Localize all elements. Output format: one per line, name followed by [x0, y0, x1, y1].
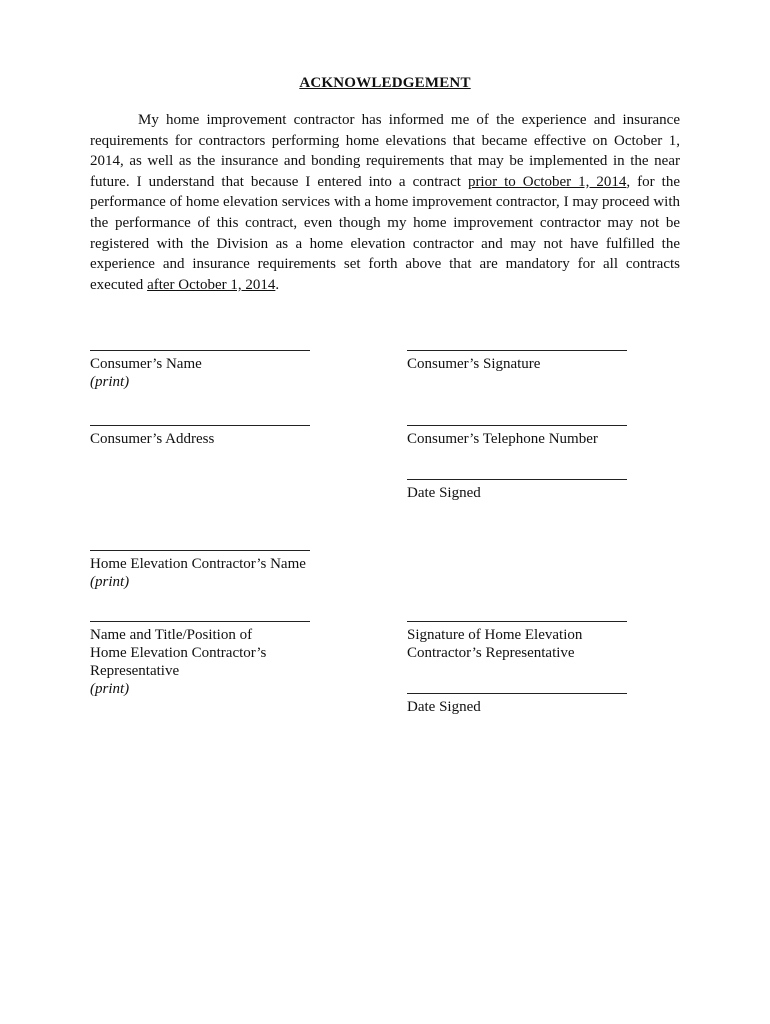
representative-name-title-label-1: Name and Title/Position of [90, 627, 253, 643]
representative-name-title-field[interactable] [90, 621, 310, 698]
contractor-name-field[interactable] [90, 550, 320, 591]
representative-date-signed-label: Date Signed [407, 699, 481, 715]
representative-name-title-print-note: (print) [90, 681, 130, 697]
representative-signature-label-2: Contractor’s Representative [407, 645, 575, 661]
contractor-name-line[interactable] [90, 550, 310, 551]
representative-date-signed-line[interactable] [407, 693, 627, 694]
consumer-address-line[interactable] [90, 425, 310, 426]
consumer-name-line[interactable] [90, 350, 310, 351]
representative-signature-label-1: Signature of Home Elevation [407, 627, 583, 643]
consumer-telephone-label: Consumer’s Telephone Number [407, 431, 598, 447]
contractor-name-print-note: (print) [90, 574, 130, 590]
representative-name-title-line[interactable] [90, 621, 310, 622]
consumer-date-signed-label: Date Signed [407, 485, 481, 501]
consumer-date-signed-line[interactable] [407, 479, 627, 480]
consumer-address-label: Consumer’s Address [90, 431, 215, 447]
paragraph-underline-after-date: after October 1, 2014 [147, 276, 276, 293]
consumer-address-field[interactable] [90, 425, 310, 448]
consumer-date-signed-field[interactable] [407, 479, 627, 502]
paragraph-text-3: . [275, 276, 280, 293]
paragraph-text-1: My home improvement contractor has informed me of the experience and insurance requirements for contractors performing home elevations that became effective on October 1, 2014, as well as the insurance and bonding requirements that may be implemented in the near future. I understand that because I entered into a contract [90, 112, 680, 190]
contractor-name-label: Home Elevation Contractor’s Name [90, 556, 306, 572]
document-title: ACKNOWLEDGEMENT [299, 75, 471, 91]
representative-date-signed-field[interactable] [407, 693, 627, 716]
consumer-signature-field[interactable] [407, 350, 627, 373]
consumer-telephone-field[interactable] [407, 425, 627, 448]
consumer-signature-label: Consumer’s Signature [407, 356, 541, 372]
paragraph-underline-prior-date: prior to October 1, 2014 [467, 173, 627, 190]
representative-name-title-label-3: Representative [90, 663, 180, 679]
consumer-telephone-line[interactable] [407, 425, 627, 426]
consumer-signature-line[interactable] [407, 350, 627, 351]
consumer-name-label: Consumer’s Name [90, 356, 202, 372]
representative-signature-field[interactable] [407, 621, 627, 662]
representative-name-title-label-2: Home Elevation Contractor’s [90, 645, 267, 661]
consumer-name-print-note: (print) [90, 374, 130, 390]
representative-signature-line[interactable] [407, 621, 627, 622]
consumer-name-field[interactable] [90, 350, 310, 391]
paragraph-text-2: , for the performance of home elevation services with a home improvement contractor, I may proceed with the performance of this contract, even though my home improvement contractor may not be registered with the Division as a home elevation contractor and may not have fulfilled the experience and insurance requirements set forth above that are mandatory for all contracts executed [90, 173, 680, 293]
acknowledgement-paragraph [90, 110, 680, 295]
